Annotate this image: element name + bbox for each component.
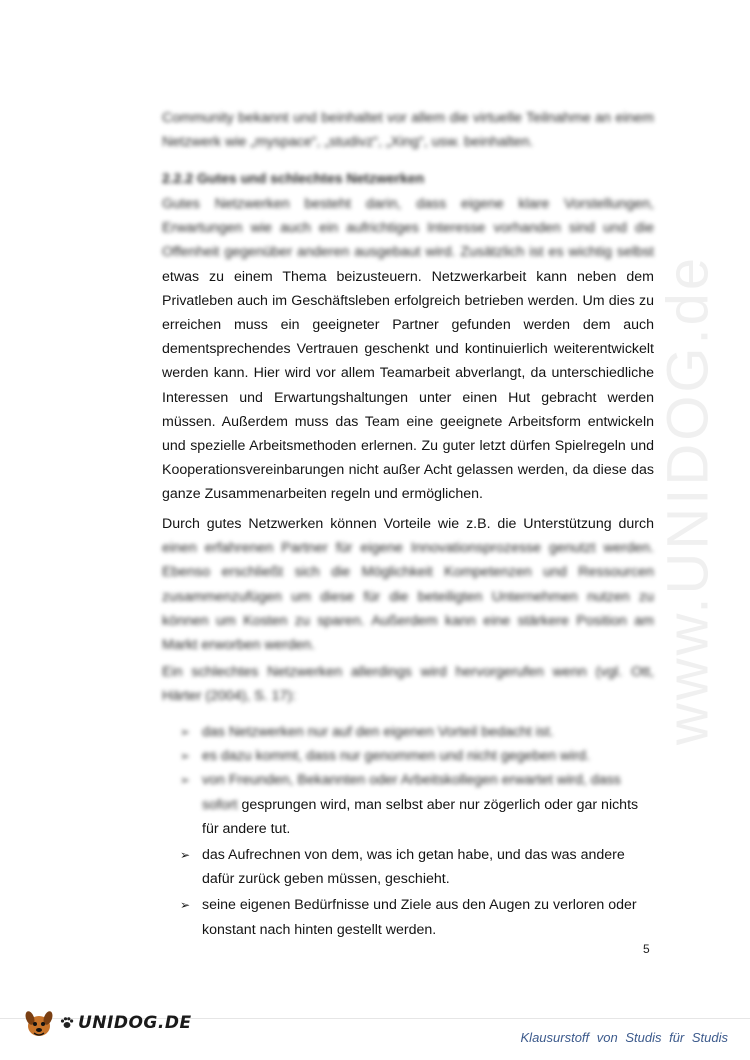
- arrow-bullet-icon: ➢: [180, 749, 191, 764]
- list-item: [180, 893, 654, 941]
- bullet-text: das Aufrechnen von dem, was ich getan habe, und das was andere dafür zurück geben müssen, geschieht.: [202, 847, 625, 888]
- arrow-bullet-icon: ➢: [180, 898, 191, 913]
- bullet-text-blurred: von Freunden, Bekannten oder Arbeitskollegen erwartet wird, dass sofort: [202, 772, 621, 813]
- arrow-bullet-icon: ➢: [180, 848, 191, 863]
- list-item: [180, 720, 654, 744]
- section-heading: 2.2.2 Gutes und schlechtes Netzwerken: [162, 170, 425, 186]
- bullet-text: es dazu kommt, dass nur genommen und nicht gegeben wird.: [202, 748, 591, 765]
- arrow-bullet-icon: ➢: [180, 725, 191, 739]
- unidog-logo[interactable]: [22, 1008, 192, 1038]
- list-item: [180, 843, 654, 891]
- paw-icon: [60, 1017, 74, 1029]
- list-item: [180, 768, 654, 841]
- list-item: [180, 744, 654, 768]
- bullet-text: seine eigenen Bedürfnisse und Ziele aus den Augen zu verloren oder konstant nach hinten gestellt werden.: [202, 897, 637, 938]
- bullet-text: das Netzwerken nur auf den eigenen Vorteil bedacht ist.: [202, 724, 554, 740]
- paragraph-blurred-part: Gutes Netzwerken besteht darin, dass eigene klare Vorstellungen, Erwartungen wie auch ein aufrichtiges Interesse vorhanden sind und die Offenheit gegenüber anderen ausgebaut wird. Zusätzlich ist es wichtig selbst: [162, 196, 654, 261]
- paragraph-good-networking: [162, 192, 654, 507]
- arrow-bullet-icon: ➢: [180, 773, 191, 788]
- watermark: www.UNIDOG.de: [655, 254, 721, 746]
- logo-text: UNIDOG.DE: [78, 1013, 192, 1033]
- page-number: 5: [643, 942, 650, 956]
- paragraph-clear-part: Durch gutes Netzwerken können Vorteile wie z.B. die Unterstützung durch: [162, 516, 654, 532]
- intro-paragraph: Community bekannt und beinhaltet vor allem die virtuelle Teilnahme an einem Netzwerk wie „myspace“, „studivz“, „Xing“, usw. beinhalten.: [162, 110, 654, 151]
- bullet-list: [180, 720, 654, 942]
- paragraph-blurred-part: einen erfahrenen Partner für eigene Innovationsprozesse genutzt werden. Ebenso erschließt sich die Möglichkeit Kompetenzen und Ressourcen zusammenzufügen um diese für die beteiligten Unternehmen nutzen zu können um Kosten zu sparen. Außerdem kann eine stärkere Position am Markt erworben werden.: [162, 540, 654, 654]
- dog-mascot-icon: [22, 1008, 56, 1038]
- paragraph-bad-networking: Ein schlechtes Netzwerken allerdings wird hervorgerufen wenn (vgl. Ott, Härter (2004), S. 17):: [162, 664, 654, 705]
- footer-tagline: Klausurstoff von Studis für Studis: [520, 1030, 728, 1045]
- paragraph-advantages: [162, 512, 654, 657]
- bullet-text-clear: gesprungen wird, man selbst aber nur zögerlich oder gar nichts für andere tut.: [202, 796, 639, 837]
- paragraph-clear-part: etwas zu einem Thema beizusteuern. Netzwerkarbeit kann neben dem Privatleben auch im Geschäftsleben erfolgreich betrieben werden. Um dies zu erreichen muss ein geeigneter Partner gefunden werden dem auch dementsprechendes Vertrauen geschenkt und kontinuierlich weiterentwickelt werden kann. Hier wird vor allem Teamarbeit abverlangt, da unterschiedliche Interessen und Erwartungshaltungen unter einen Hut gebracht werden müssen. Außerdem muss das Team eine geeignete Arbeitsform entwickeln und spezielle Arbeitsmethoden erlernen. Zu guter letzt dürfen Spielregeln und Kooperationsvereinbarungen nicht außer Acht gelassen werden, da diese das ganze Zusammenarbeiten regeln und ermöglichen.: [162, 268, 654, 503]
